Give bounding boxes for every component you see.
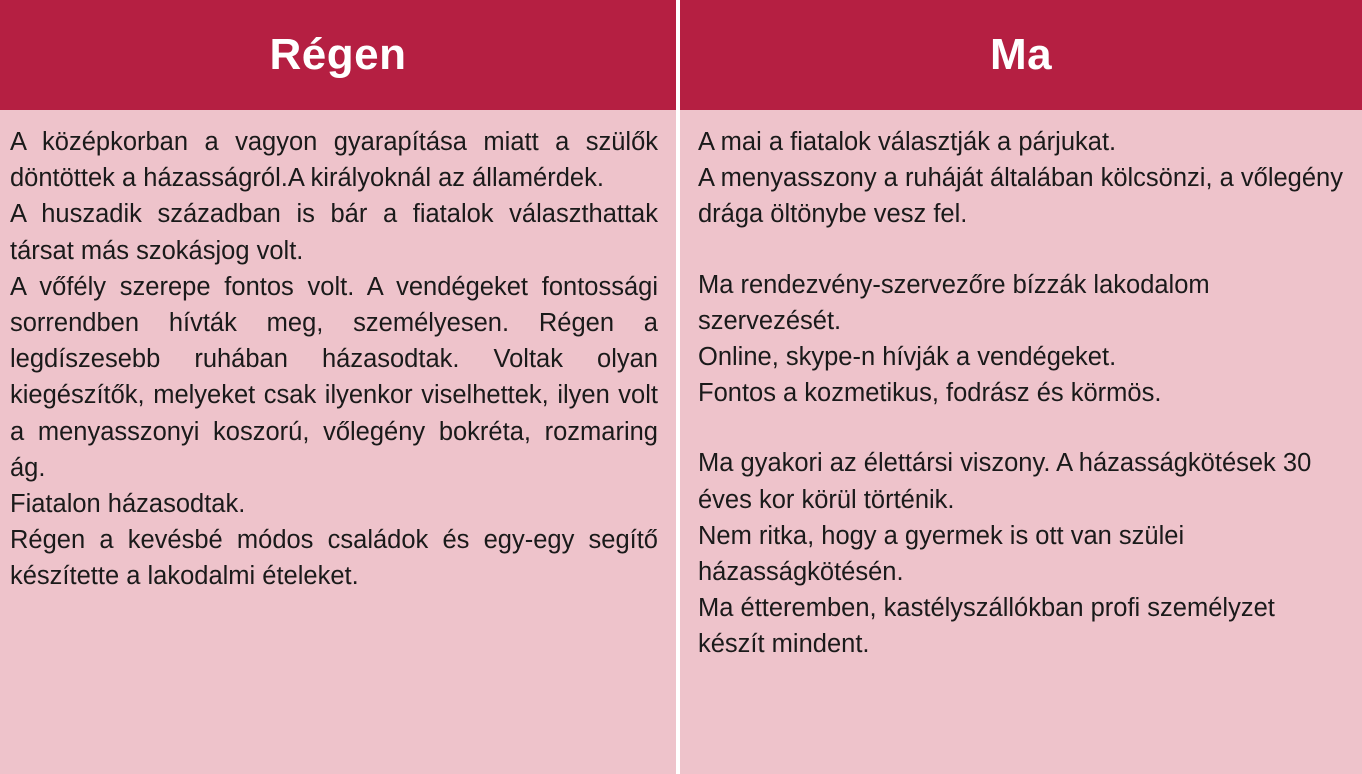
paragraph-regen-2: A huszadik században is bár a fiatalok választhattak társat más szokásjog volt.	[10, 200, 658, 265]
paragraph-spacer-1	[698, 233, 1346, 267]
paragraph-ma-6: Ma gyakori az élettársi viszony. A házasságkötések 30 éves kor körül történik.	[698, 449, 1312, 514]
table-body-row	[0, 110, 1362, 774]
paragraph-regen-3: A vőfély szerepe fontos volt. A vendégeket fontossági sorrendben hívták meg, személyesen. Régen a legdíszesebb ruhában házasodtak. Voltak olyan kiegészítők, melyeket csak ilyenkor viselhettek, ilyen volt a menyasszonyi koszorú, vőlegény bokréta, rozmaring ág.	[10, 272, 658, 482]
table-header-label-right: Ma	[989, 30, 1053, 79]
table-header-cell-regen	[0, 0, 680, 110]
paragraph-ma-3: Ma rendezvény-szervezőre bízzák lakodalom szervezését.	[698, 270, 1210, 335]
table-cell-ma	[680, 110, 1362, 774]
table-header-row	[0, 0, 1362, 110]
paragraph-ma-7: Nem ritka, hogy a gyermek is ott van szülei házasságkötésén.	[698, 521, 1185, 587]
paragraph-ma-5: Fontos a kozmetikus, fodrász és körmös.	[698, 379, 1162, 408]
paragraph-regen-4: Fiatalon házasodtak.	[10, 490, 246, 519]
paragraph-group-ma-3	[698, 445, 1346, 662]
paragraph-ma-2: A menyasszony a ruháját általában kölcsönzi, a vőlegény drága öltönybe vesz fel.	[698, 164, 1343, 229]
paragraph-regen-5: Régen a kevésbé módos családok és egy-egy segítő készítette a lakodalmi ételeket.	[10, 526, 658, 591]
paragraph-ma-4: Online, skype-n hívják a vendégeket.	[698, 343, 1117, 372]
table-header-cell-ma	[680, 0, 1362, 110]
table-cell-regen	[0, 110, 680, 774]
paragraph-regen-1: A középkorban a vagyon gyarapítása miatt a szülők döntöttek a házasságról.A királyoknál az államérdek.	[10, 128, 658, 193]
paragraph-group-ma-2	[698, 267, 1346, 412]
paragraph-ma-1: A mai a fiatalok választják a párjukat.	[698, 128, 1117, 156]
paragraph-ma-8: Ma étteremben, kastélyszállókban profi személyzet készít mindent.	[698, 594, 1275, 659]
table-header-label-left: Régen	[269, 30, 407, 79]
paragraph-spacer-2	[698, 411, 1346, 445]
paragraph-group-ma-1	[698, 124, 1346, 233]
